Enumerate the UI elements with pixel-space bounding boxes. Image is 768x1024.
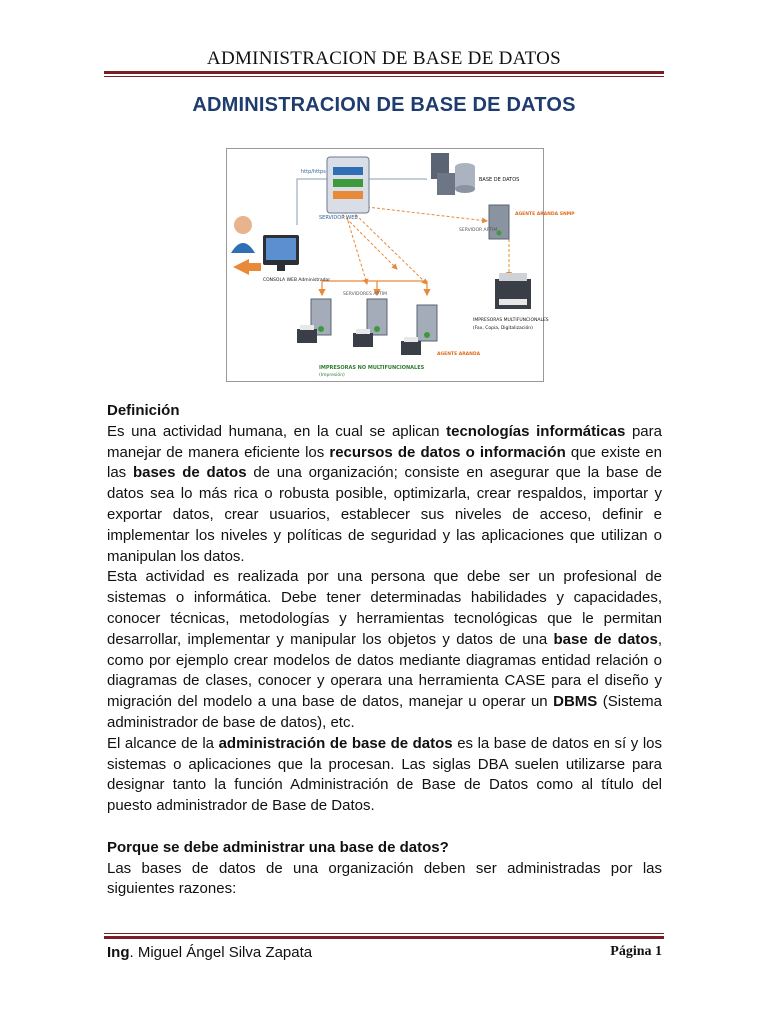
printer-2-icon <box>353 329 373 347</box>
servers-connection-line-1 <box>352 211 427 284</box>
why-paragraph-1: Las bases de datos de una organización deben ser administradas por las siguientes razones: <box>107 859 662 898</box>
user-avatar-icon <box>231 216 255 253</box>
definition-paragraph-2 <box>107 567 662 733</box>
agent-snmp-label: AGENTE ARANDA SNMP <box>515 212 575 217</box>
footer-author <box>107 944 312 961</box>
page-number: Página 1 <box>610 944 662 959</box>
bold-text-run: administración de base de datos <box>218 734 453 752</box>
why-heading: Porque se debe administrar una base de datos? <box>107 838 449 856</box>
definition-paragraph-1 <box>107 422 662 568</box>
page-header-title: ADMINISTRACION DE BASE DE DATOS <box>206 48 562 69</box>
bold-text-run: recursos de datos o información <box>329 443 566 461</box>
database-icon <box>431 153 475 195</box>
printers-multi-label: IMPRESORAS MULTIFUNCIONALES <box>473 318 549 323</box>
definition-heading: Definición <box>107 402 180 419</box>
text-run: (Sistema administrador de base de datos), etc. <box>107 693 662 731</box>
printer-1-icon <box>297 325 317 343</box>
printers-multi-sub: (Fax, Copia, Digitalización) <box>473 326 533 331</box>
multifunction-printer-icon <box>495 273 531 309</box>
architecture-diagram-svg <box>227 149 575 381</box>
agent-label: AGENTE ARANDA <box>437 352 481 357</box>
console-label: CONSOLA WEB Administrador <box>263 278 331 283</box>
text-run: es la base de datos en sí y los sistemas o aplicaciones que la procesan. Las siglas DBA suelen utilizarse para designar tanto la función Administración de Base de Datos como al título del puesto administrador de Base de Datos. <box>107 734 662 815</box>
aptim-server-3-icon <box>417 305 437 341</box>
author-name: . Miguel Ángel Silva Zapata <box>129 944 313 961</box>
architecture-diagram <box>226 148 575 382</box>
text-run: , como por ejemplo crear modelos de datos mediante diagramas entidad relación o diagramas de clases, conocer y operara una herramienta CASE para el diseño y migración del modelo a una base de datos, manejar u operar un <box>107 630 662 711</box>
body-text <box>107 401 662 900</box>
printers-non-multi-label: IMPRESORAS NO MULTIFUNCIONALES <box>319 365 425 371</box>
aptim-connection-line <box>367 207 487 221</box>
bold-text-run: bases de datos <box>132 464 247 482</box>
protocol-label: http/https <box>301 169 326 175</box>
server-web-label: SERVIDOR WEB <box>319 215 358 221</box>
text-run: para manejar de manera eficiente los <box>107 422 662 461</box>
document-title: ADMINISTRACION DE BASE DE DATOS <box>192 94 576 116</box>
footer-rule-thick <box>104 936 664 939</box>
console-arrow-icon <box>233 259 261 275</box>
console-monitor-icon <box>263 235 299 271</box>
header-rule-thin <box>104 76 664 77</box>
text-run: que existe en las <box>107 443 662 482</box>
bold-text-run: base de datos <box>553 630 658 648</box>
aptim-server-label: SERVIDOR APTIM <box>459 228 498 233</box>
text-run: Es una actividad humana, en la cual se aplican <box>107 422 447 440</box>
web-server-icon <box>327 157 369 213</box>
printers-non-multi-sub: (Impresión) <box>319 373 345 378</box>
text-run: Esta actividad es realizada por una persona que debe ser un profesional de sistemas o informática. Debe tener determinadas habilidades y capacidades, conocer técnicas, metodologías y herramientas tecnológicas que le permitan desarrollar, implementar y manipular los objetos y datos de una <box>107 568 662 648</box>
bold-text-run: DBMS <box>553 693 598 711</box>
aptim-server-icon <box>489 205 509 239</box>
footer-rule-thin <box>104 933 664 934</box>
text-run: de una organización; consiste en asegurar que la base de datos sea lo más rica o robusta posible, optimizarla, crear respaldos, importar y exportar datos, crear usuarios, establecer sus niveles de acceso, definir e implementar los niveles y políticas de seguridad y las aplicaciones que utilizan o manipulan los datos. <box>107 464 663 565</box>
text-run: El alcance de la <box>107 734 219 752</box>
definition-paragraph-3 <box>107 734 662 817</box>
header-rule-thick <box>104 71 664 74</box>
printer-3-icon <box>401 337 421 355</box>
bold-text-run: tecnologías informáticas <box>446 422 626 440</box>
paragraph-gap <box>107 817 662 838</box>
servers-aptim-label: SERVIDORES APTIM <box>343 292 388 297</box>
database-label: BASE DE DATOS <box>479 177 520 183</box>
author-prefix: Ing <box>107 944 130 961</box>
